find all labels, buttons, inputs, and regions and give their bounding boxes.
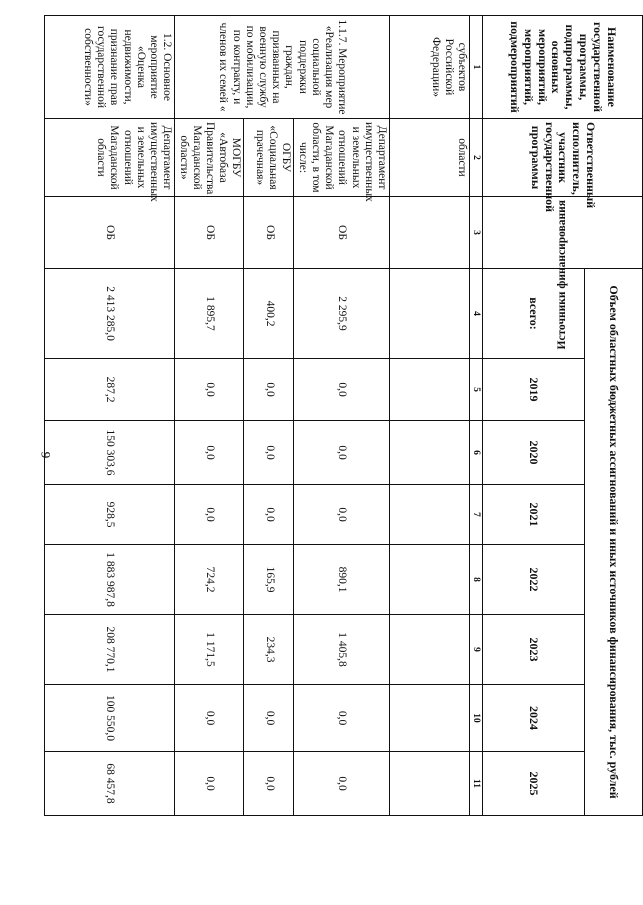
rotated-page bbox=[58, 15, 643, 815]
index-cell: 1 bbox=[470, 16, 483, 119]
value-cell bbox=[390, 421, 470, 485]
index-cell: 7 bbox=[470, 485, 483, 545]
value-cell bbox=[390, 545, 470, 615]
table-row bbox=[294, 16, 390, 816]
executor-cell: МОГБУ «Автобаза Правительства Магаданской области» bbox=[175, 119, 244, 197]
funding-table bbox=[44, 15, 643, 816]
page-number: 9 bbox=[38, 451, 54, 459]
value-cell: 0,0 bbox=[294, 752, 390, 816]
index-row bbox=[470, 16, 483, 816]
program-name-cell: 1.1.7. Мероприятие «Реализация мер социальной поддержки граждан, призванных на военную службу по мобилизации, по контракту, и членов их семей « bbox=[175, 16, 390, 119]
executor-cell: области bbox=[390, 119, 470, 197]
table-row bbox=[244, 16, 294, 816]
value-cell: 0,0 bbox=[244, 421, 294, 485]
program-name-cell: субъектов Российской Федерации» bbox=[390, 16, 470, 119]
index-cell: 10 bbox=[470, 685, 483, 752]
value-cell: 1 171,5 bbox=[175, 615, 244, 685]
value-cell: 0,0 bbox=[244, 752, 294, 816]
executor-cell: Департамент имущественных и земельных отношений Магаданской области bbox=[45, 119, 175, 197]
value-cell: 0,0 bbox=[244, 685, 294, 752]
value-cell: 165,9 bbox=[244, 545, 294, 615]
executor-cell: Департамент имущественных и земельных отношений Магаданской области, в том числе: bbox=[294, 119, 390, 197]
value-cell bbox=[390, 269, 470, 359]
value-cell bbox=[390, 485, 470, 545]
value-cell: 1 883 987,8 bbox=[45, 545, 175, 615]
value-cell: 150 303,6 bbox=[45, 421, 175, 485]
header-year-2024: 2024 bbox=[483, 685, 585, 752]
value-cell bbox=[390, 685, 470, 752]
table-row bbox=[390, 16, 470, 816]
index-cell: 6 bbox=[470, 421, 483, 485]
value-cell: 287,2 bbox=[45, 359, 175, 421]
header-year-2022: 2022 bbox=[483, 545, 585, 615]
value-cell: 0,0 bbox=[294, 421, 390, 485]
header-year-2023: 2023 bbox=[483, 615, 585, 685]
source-cell: ОБ bbox=[244, 197, 294, 269]
value-cell: 1 405,8 bbox=[294, 615, 390, 685]
source-cell: ОБ bbox=[45, 197, 175, 269]
value-cell: 0,0 bbox=[294, 359, 390, 421]
header-year-2019: 2019 bbox=[483, 359, 585, 421]
value-cell: 208 770,1 bbox=[45, 615, 175, 685]
header-executor: Ответственный исполнитель, участник государственной программы bbox=[483, 119, 643, 197]
table-row bbox=[45, 16, 175, 816]
value-cell: 1 895,7 bbox=[175, 269, 244, 359]
index-cell: 5 bbox=[470, 359, 483, 421]
executor-cell: ОГБУ «Социальная прачечная» bbox=[244, 119, 294, 197]
value-cell: 2 413 285,0 bbox=[45, 269, 175, 359]
value-cell: 890,1 bbox=[294, 545, 390, 615]
source-cell bbox=[390, 197, 470, 269]
value-cell: 0,0 bbox=[175, 421, 244, 485]
header-funding-source-text: Источники финансирования bbox=[555, 200, 568, 350]
value-cell: 100 550,0 bbox=[45, 685, 175, 752]
value-cell: 0,0 bbox=[175, 685, 244, 752]
value-cell: 0,0 bbox=[175, 752, 244, 816]
value-cell: 0,0 bbox=[175, 359, 244, 421]
source-cell: ОБ bbox=[294, 197, 390, 269]
value-cell bbox=[390, 752, 470, 816]
index-cell: 4 bbox=[470, 269, 483, 359]
value-cell bbox=[390, 615, 470, 685]
value-cell: 400,2 bbox=[244, 269, 294, 359]
index-cell: 2 bbox=[470, 119, 483, 197]
header-year-2025: 2025 bbox=[483, 752, 585, 816]
index-cell: 9 bbox=[470, 615, 483, 685]
header-funding-title: Объем областных бюджетных ассигнований и иных источников финансирования, тыс. рублей bbox=[585, 269, 643, 816]
value-cell: 0,0 bbox=[294, 685, 390, 752]
index-cell: 11 bbox=[470, 752, 483, 816]
value-cell: 0,0 bbox=[244, 485, 294, 545]
value-cell: 0,0 bbox=[175, 485, 244, 545]
source-cell: ОБ bbox=[175, 197, 244, 269]
value-cell: 2 295,9 bbox=[294, 269, 390, 359]
table-row bbox=[175, 16, 244, 816]
value-cell: 928,5 bbox=[45, 485, 175, 545]
header-year-total: всего: bbox=[483, 269, 585, 359]
index-cell: 8 bbox=[470, 545, 483, 615]
value-cell: 234,3 bbox=[244, 615, 294, 685]
header-year-2020: 2020 bbox=[483, 421, 585, 485]
program-name-cell: 1.2. Основное мероприятие «Оценка недвижимости, признание прав государственной собственности» bbox=[45, 16, 175, 119]
value-cell bbox=[390, 359, 470, 421]
header-program-name: Наименование государственной программы, подпрограммы, основных мероприятий, мероприятий, подмероприятий bbox=[483, 16, 643, 119]
value-cell: 0,0 bbox=[244, 359, 294, 421]
value-cell: 68 457,8 bbox=[45, 752, 175, 816]
index-cell: 3 bbox=[470, 197, 483, 269]
header-year-2021: 2021 bbox=[483, 485, 585, 545]
value-cell: 0,0 bbox=[294, 485, 390, 545]
value-cell: 724,2 bbox=[175, 545, 244, 615]
